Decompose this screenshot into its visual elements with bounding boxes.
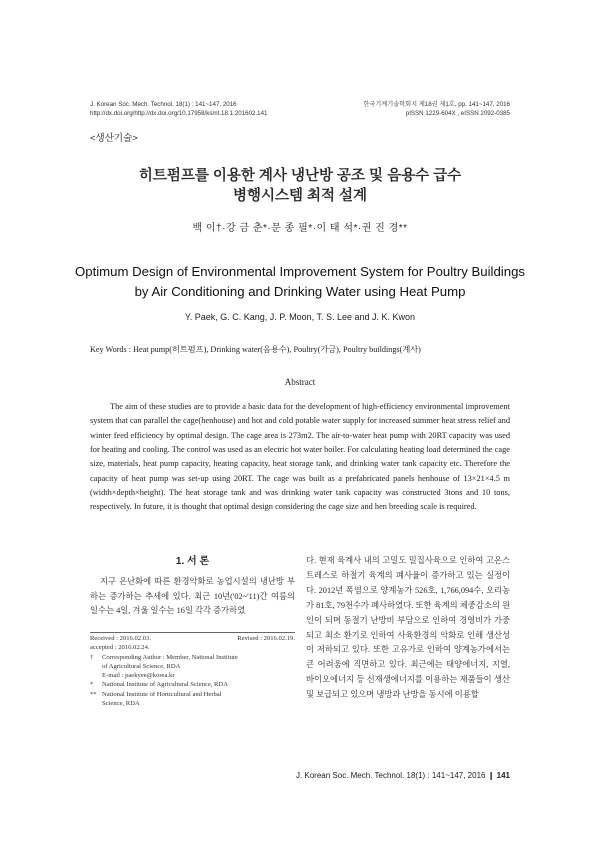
page-number: 141 <box>496 771 510 780</box>
korean-authors: 백 이†·강 금 춘*·문 종 필*·이 태 석*·권 진 경** <box>192 223 408 234</box>
english-authors: Y. Paek, G. C. Kang, J. P. Moon, T. S. Lee and J. K. Kwon <box>184 312 416 322</box>
accepted-date: accepted : 2016.02.24. <box>90 644 150 652</box>
affiliation-1 <box>90 680 295 689</box>
issn: pISSN 1229-604X , eISSN 2092-0385 <box>405 109 510 117</box>
received-revised-row <box>90 634 295 643</box>
introduction-right-column: 다. 현재 육계사 내의 고밀도 밀집사육으로 인하여 고온스트레스로 하절기 육계의 폐사율이 증가하고 있는 실정이다. 2012년 폭염으로 양계농가 526호, 1,766,094수, 오리농가 81호, 79천수가 폐사하였다. 또한 육계의 체중감소의 원인이 되며 동절기 난방비 부담으로 인하여 경영비가 가중되고 최소 환기로 인하여 사육환경의 악화로 인해 생산성이 저하되고 있다. 또한 고유가로 인하여 양계농가에서는 큰 어려움에 직면하고 있다. 최근에는 태양에너지, 지열, 바이오에너지 등 신재생에너지를 이용하는 제품들이 생산 및 보급되고 있으며 냉방과 난방을 동시에 이용할 <box>306 556 510 700</box>
affiliation-2 <box>90 690 295 699</box>
footer-citation: J. Korean Soc. Mech. Technol. 18(1) : 141~147, 2016 <box>295 771 486 780</box>
page-footer <box>296 771 510 780</box>
english-title-line1: Optimum Design of Environmental Improvement System for Poultry Buildings <box>74 264 526 279</box>
affiliation-2-line1: National Institute of Horticultural and Herbal <box>102 690 222 698</box>
korean-title-line1: 히트펌프를 이용한 계사 냉난방 공조 및 음용수 급수 <box>138 168 462 184</box>
korean-title-line2: 병행시스템 최적 설계 <box>232 188 368 204</box>
journal-header-right <box>363 101 510 118</box>
introduction-left-column: 지구 온난화에 따른 환경악화로 농업시설의 냉난방 부하는 증가하는 추세에 있다. 최근 10년('02~'11)간 여름의 일수는 4일, 겨울 일수는 16일 각각 증가하였 <box>90 577 295 616</box>
section-heading-introduction: 1. 서 론 <box>175 556 210 567</box>
english-title-line2: by Air Conditioning and Drinking Water using Heat Pump <box>134 284 466 299</box>
double-asterisk-mark: ** <box>90 690 97 698</box>
footer-separator: ❙ <box>487 771 495 780</box>
corresponding-line2: of Agricultural Science, RDA <box>102 662 181 670</box>
corresponding-line1: Corresponding Author : Member, National Institute <box>102 653 238 661</box>
journal-citation-korean: 한국기계기술학회지 제18권 제1호, pp. 141~147, 2016 <box>363 101 510 108</box>
affiliation-2-line2: Science, RDA <box>102 700 140 708</box>
doi-link[interactable]: http://dx.doi.org/http://dx.doi.org/10.17958/ksmt.18.1.201602.141 <box>90 109 268 117</box>
affiliation-1-text: National Institute of Agricultural Science, RDA <box>102 681 228 689</box>
journal-header-left <box>90 101 268 118</box>
received-date: Received : 2016.02.03. <box>90 635 151 642</box>
asterisk-mark: * <box>90 681 94 689</box>
revised-date: Revised : 2016.02.19. <box>237 635 295 642</box>
article-category: <생산기술> <box>90 133 138 144</box>
keywords: Key Words : Heat pump(히트펌프), Drinking water(음용수), Poultry(가금), Poultry buildings(계사) <box>90 345 421 354</box>
abstract-text: The aim of these studies are to provide a basic data for the development of high-efficiency environmental improvement system that can parallel the cage(henhouse) and hot and cold potable water supply for increased summer heat stress relief and winter feed efficiency by optimal design. The cage area is 273m2. The air-to-water heat pump with 20RT capacity was used for heating and cooling. The control was used as an electric hot water boiler. For calculating heating load determined the cage size, materials, heat pump capacity, heating capacity, heat storage tank, and drinking water tank capacity etc. Therefore the capacity of heat pump was set-up using 20RT. The cage was built as a prefabricated panels henhouse of 13×21×4.5 m (width×depth×height). The heat storage tank and was drinking water tank capacity was constructed 3tons and 10 tons, respectively. In future, it is thought that optimal design considering the cage size and hen breeding scale is required. <box>90 402 510 512</box>
corresponding-author <box>90 653 295 662</box>
journal-citation: J. Korean Soc. Mech. Technol. 18(1) : 141~147, 2016 <box>90 101 237 108</box>
footnote-divider <box>90 632 295 633</box>
author-email[interactable]: E-mail : paekyee@korea.kr <box>102 672 175 680</box>
footnotes <box>90 634 295 708</box>
abstract-heading: Abstract <box>284 377 316 387</box>
dagger-mark: † <box>90 653 94 661</box>
